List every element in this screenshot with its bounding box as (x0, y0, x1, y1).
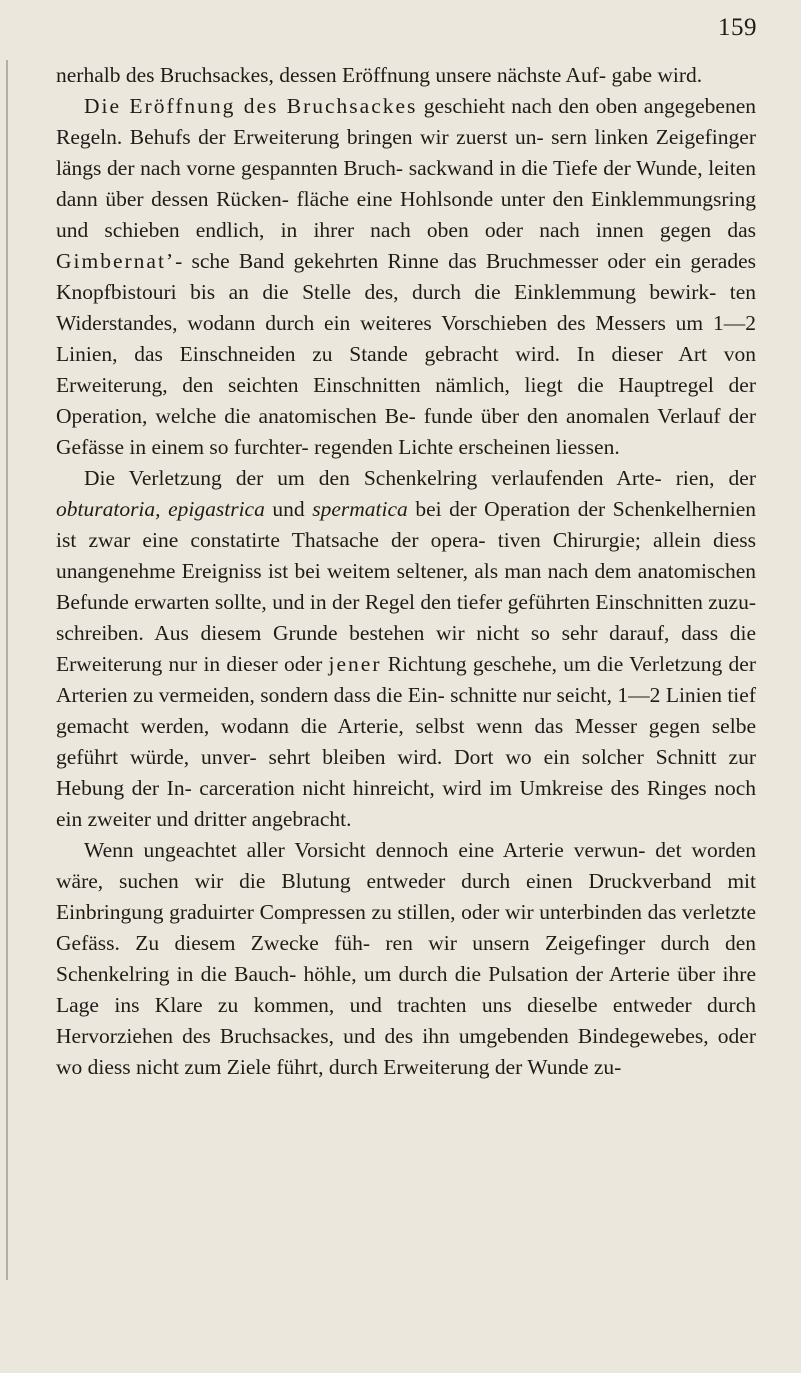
paragraph (56, 60, 756, 91)
italic-term: spermatica (312, 497, 408, 521)
text-run: bei der Operation der Schenkelhernien ist zwar eine constatirte Thatsache der opera- tiven Chirurgie; allein diess unangenehme Ereigniss ist bei weitem seltener, als man nach dem anatomischen Befunde erwarten sollte, und in der Regel den tiefer geführten Einschnitten zuzu- schreiben. Aus diesem Grunde bestehen wir nicht so sehr darauf, dass die Erweiterung nur in dieser oder (56, 497, 756, 676)
text-run: und (264, 497, 313, 521)
binding-shadow (6, 60, 8, 1280)
text-run: Richtung geschehe, um die Verletzung der Arterien zu vermeiden, sondern dass die Ein- schnitte nur seicht, 1—2 Linien tief gemacht werden, wodann die Arterie, selbst wenn das Messer gegen selbe geführt würde, unver- sehrt bleiben wird. Dort wo ein solcher Schnitt zur Hebung der In- carceration nicht hinreicht, wird im Umkreise des Ringes noch ein zweiter und dritter angebracht. (56, 652, 756, 831)
body-text (56, 60, 756, 1083)
text-run: - sche Band gekehrten Rinne das Bruchmesser oder ein gerades Knopfbistouri bis an die Stelle des, durch die Einklemmung bewirk- ten Widerstandes, wodann durch ein weiteres Vorschieben des Messers um 1—2 Linien, das Einschneiden zu Stande gebracht wird. In dieser Art von Erweiterung, den seichten Einschnitten nämlich, liegt die Hauptregel der Operation, welche die anatomischen Be- funde über den anomalen Verlauf der Gefässe in einem so furchter- regenden Lichte erscheinen liessen. (56, 249, 756, 459)
text-run: geschieht nach den oben angegebenen Regeln. Behufs der Erweiterung bringen wir zuerst un- sern linken Zeigefinger längs der nach vorne gespannten Bruch- sackwand in die Tiefe der Wunde, leiten dann über dessen Rücken- fläche eine Hohlsonde unter den Einklemmungsring und schieben endlich, in ihrer nach oben oder nach innen gegen das (56, 94, 757, 242)
page-number: 159 (718, 14, 757, 41)
text-run: nerhalb des Bruchsackes, dessen Eröffnung unsere nächste Auf- gabe wird. (56, 63, 703, 87)
text-run: Die Verletzung der um den Schenkelring verlaufenden Arte- rien, der (84, 466, 756, 490)
spaced-emphasis: Gimbernat’ (56, 249, 176, 273)
text-run: Wenn ungeachtet aller Vorsicht dennoch eine Arterie verwun- det worden wäre, suchen wir die Blutung entweder durch einen Druckverband mit Einbringung graduirter Compressen zu stillen, oder wir unterbinden das verletzte Gefäss. Zu diesem Zwecke füh- ren wir unsern Zeigefinger durch den Schenkelring in die Bauch- höhle, um durch die Pulsation der Arterie über ihre Lage ins Klare zu kommen, und trachten uns dieselbe entweder durch Hervorziehen des Bruchsackes, und des ihn umgebenden Bindegewebes, oder wo diess nicht zum Ziele führt, durch Erweiterung der Wunde zu- (56, 838, 756, 1079)
italic-term: obturatoria, epigastrica (56, 497, 265, 521)
paragraph (56, 463, 756, 835)
spaced-emphasis: jener (328, 652, 382, 676)
spaced-emphasis: Die Eröffnung des Bruchsackes (84, 94, 418, 118)
paragraph (56, 91, 756, 463)
paragraph (56, 835, 756, 1083)
